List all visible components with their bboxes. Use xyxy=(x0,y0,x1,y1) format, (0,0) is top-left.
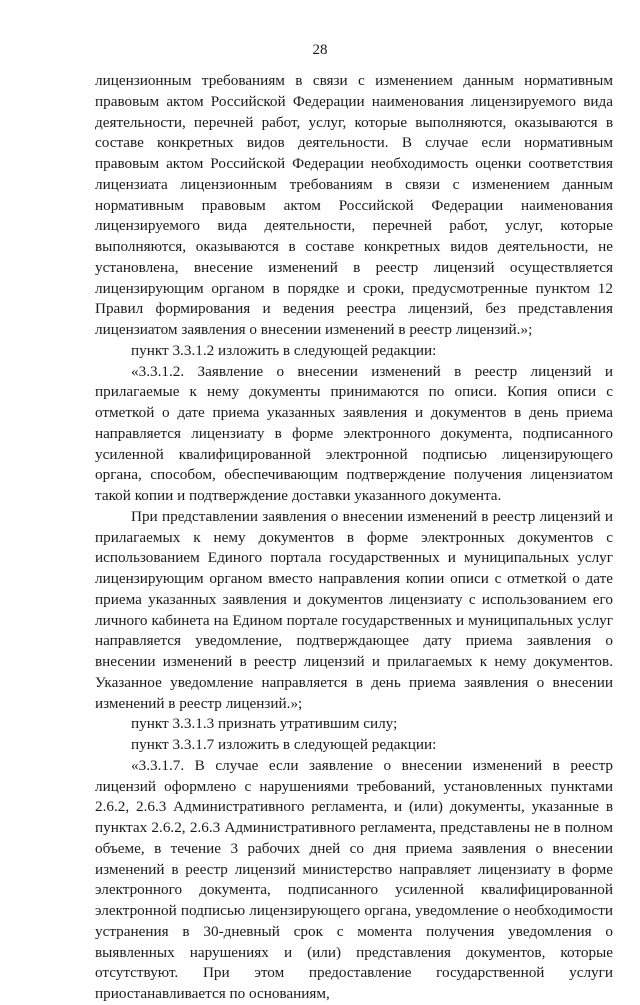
paragraph-electronic-submission: При представлении заявления о внесении изменений в реестр лицензий и прилагаемых к нему документов в форме электронных документов с использованием Единого портала государственных и муниципальных услуг лицензирующим органом вместо направления копии описи с отметкой о дате приема указанных заявления и документов лицензиату с использованием его личного кабинета на Едином портале государственных и муниципальных услуг направляется уведомление, подтверждающее дату приема заявления о внесении изменений в реестр лицензий и прилагаемых к нему документов. Указанное уведомление направляется в день приема заявления о внесении изменений в реестр лицензий.»; xyxy=(95,507,613,712)
paragraph-clause-3-3-1-2-intro: пункт 3.3.1.2 изложить в следующей редакции: xyxy=(131,341,437,359)
paragraph-clause-3-3-1-2: «3.3.1.2. Заявление о внесении изменений в реестр лицензий и прилагаемые к нему документы принимаются по описи. Копия описи с отметкой о дате приема указанных заявления и документов в день приема направляется лицензиату в форме электронного документа, подписанного усиленной квалифицированной электронной подписью лицензирующего органа, способом, обеспечивающим подтверждение получения лицензиатом такой копии и подтверждение доставки указанного документа. xyxy=(95,362,613,504)
paragraph-clause-3-3-1-7-intro: пункт 3.3.1.7 изложить в следующей редакции: xyxy=(131,736,437,753)
document-body xyxy=(95,71,613,1005)
paragraph-continuation: лицензионным требованиям в связи с изменением данным нормативным правовым актом Российской Федерации наименования лицензируемого вида деятельности, перечней работ, услуг, которые выполняются, оказываются в составе конкретных видов деятельности. В случае если нормативным правовым актом Российской Федерации необходимость оценки соответствия лицензиата лицензионным требованиям в связи с изменением данным нормативным правовым актом Российской Федерации наименования лицензируемого вида деятельности, перечней работ, услуг, которые выполняются, оказываются в составе конкретных видов деятельности, не установлена, внесение изменений в реестр лицензий осуществляется лицензирующим органом в порядке и сроки, предусмотренные пунктом 12 Правил формирования и ведения реестра лицензий, без представления лицензиатом заявления о внесении изменений в реестр лицензий.»; xyxy=(95,72,613,338)
page-number: 28 xyxy=(312,42,328,58)
paragraph-clause-3-3-1-7: «3.3.1.7. В случае если заявление о внесении изменений в реестр лицензий оформлено с нарушениями требований, установленных пунктами 2.6.2, 2.6.3 Административного регламента, и (или) документы, указанные в пунктах 2.6.2, 2.6.3 Административного регламента, представлены не в полном объеме, в течение 3 рабочих дней со дня приема заявления о внесении изменений в реестр лицензий министерство направляет лицензиату в форме электронного документа, подписанного усиленной квалифицированной электронной подписью лицензирующего органа, уведомление о необходимости устранения в 30-дневный срок с момента получения уведомления о выявленных нарушениях и (или) представления документов, которые отсутствуют. При этом предоставление государственной услуги приостанавливается по основаниям, xyxy=(95,756,613,1002)
paragraph-clause-3-3-1-3: пункт 3.3.1.3 признать утратившим силу; xyxy=(131,715,398,733)
